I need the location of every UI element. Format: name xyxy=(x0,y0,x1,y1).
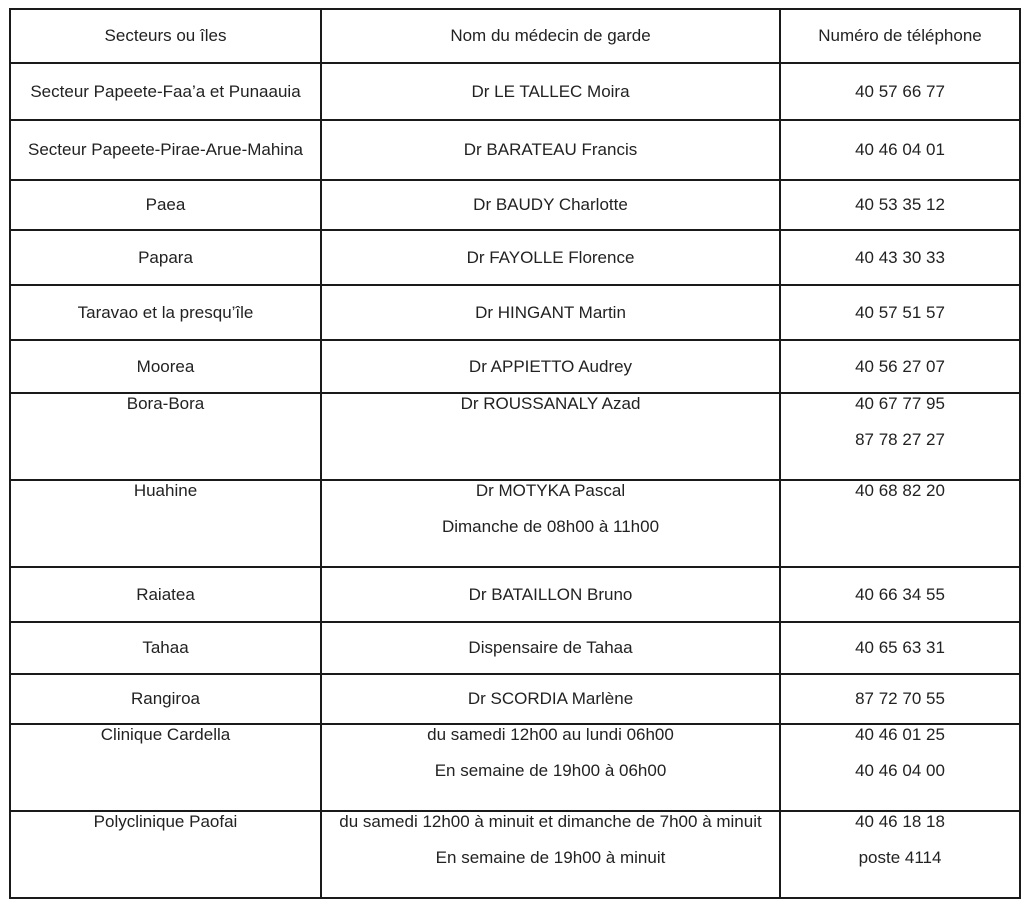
phone-cell-line: 87 72 70 55 xyxy=(855,689,945,708)
doctor-cell-line: En semaine de 19h00 à 06h00 xyxy=(434,761,667,780)
phone-cell xyxy=(780,811,1020,898)
phone-cell-line: 40 65 63 31 xyxy=(855,638,945,657)
doctor-cell-line: Dr LE TALLEC Moira xyxy=(471,82,630,101)
sector-cell xyxy=(10,285,321,340)
phone-cell xyxy=(780,340,1020,393)
sector-cell xyxy=(10,230,321,285)
phone-cell-line: 40 46 01 25 xyxy=(855,725,945,744)
phone-cell-line: 87 78 27 27 xyxy=(855,430,945,449)
phone-cell-line: 40 57 66 77 xyxy=(855,82,945,101)
phone-cell-line: 40 57 51 57 xyxy=(855,303,945,322)
sector-cell-line: Polyclinique Paofai xyxy=(93,812,238,831)
doctor-cell xyxy=(321,120,780,180)
phone-cell xyxy=(780,567,1020,622)
sector-cell xyxy=(10,480,321,567)
doctor-cell xyxy=(321,63,780,120)
sector-cell xyxy=(10,340,321,393)
phone-cell-line: 40 46 04 00 xyxy=(855,761,945,780)
table-row xyxy=(10,63,1020,120)
table-row xyxy=(10,567,1020,622)
doctor-cell-line: En semaine de 19h00 à minuit xyxy=(435,848,666,867)
table-row xyxy=(10,230,1020,285)
phone-cell xyxy=(780,63,1020,120)
sector-cell-line: Secteur Papeete-Pirae-Arue-Mahina xyxy=(28,140,303,159)
sector-cell xyxy=(10,567,321,622)
table-row xyxy=(10,724,1020,811)
sector-cell xyxy=(10,622,321,674)
phone-cell-line: 40 46 18 18 xyxy=(855,812,945,831)
phone-cell-line: 40 68 82 20 xyxy=(855,481,945,500)
phone-cell-line: 40 46 04 01 xyxy=(855,140,945,159)
doctor-cell-line: Dimanche de 08h00 à 11h00 xyxy=(441,517,660,536)
table-row xyxy=(10,393,1020,480)
sector-cell-line: Clinique Cardella xyxy=(100,725,231,744)
sector-cell xyxy=(10,63,321,120)
on-call-doctors-table xyxy=(9,8,1021,899)
sector-cell-line: Raiatea xyxy=(136,585,195,604)
phone-cell xyxy=(780,724,1020,811)
header-sector: Secteurs ou îles xyxy=(10,9,321,63)
doctor-cell xyxy=(321,622,780,674)
phone-cell-line: poste 4114 xyxy=(858,848,942,867)
table-row xyxy=(10,285,1020,340)
doctor-cell-line: du samedi 12h00 au lundi 06h00 xyxy=(427,725,674,744)
table-row xyxy=(10,480,1020,567)
phone-cell xyxy=(780,393,1020,480)
sector-cell-line: Papara xyxy=(138,248,193,267)
sector-cell-line: Paea xyxy=(145,195,186,214)
doctor-cell xyxy=(321,480,780,567)
phone-cell xyxy=(780,622,1020,674)
doctor-cell-line: Dr ROUSSANALY Azad xyxy=(460,394,641,413)
sector-cell-line: Bora-Bora xyxy=(126,394,205,413)
table-row xyxy=(10,622,1020,674)
phone-cell-line: 40 43 30 33 xyxy=(855,248,945,267)
table-row xyxy=(10,120,1020,180)
phone-cell-line: 40 66 34 55 xyxy=(855,585,945,604)
sector-cell xyxy=(10,724,321,811)
phone-cell-line: 40 53 35 12 xyxy=(855,195,945,214)
sector-cell-line: Moorea xyxy=(136,357,195,376)
sector-cell xyxy=(10,180,321,230)
doctor-cell-line: Dr BATAILLON Bruno xyxy=(468,585,633,604)
table-header-row xyxy=(10,9,1020,63)
doctor-cell-line: Dr FAYOLLE Florence xyxy=(466,248,635,267)
phone-cell xyxy=(780,120,1020,180)
doctor-cell xyxy=(321,285,780,340)
table-row xyxy=(10,811,1020,898)
doctor-cell xyxy=(321,674,780,724)
table-body xyxy=(10,63,1020,898)
sector-cell-line: Tahaa xyxy=(142,638,189,657)
sector-cell xyxy=(10,674,321,724)
doctor-cell xyxy=(321,811,780,898)
phone-cell-line: 40 67 77 95 xyxy=(855,394,945,413)
doctor-cell xyxy=(321,180,780,230)
doctor-cell-line: Dr MOTYKA Pascal xyxy=(475,481,626,500)
sector-cell xyxy=(10,393,321,480)
doctor-cell-line: Dr HINGANT Martin xyxy=(475,303,626,322)
doctor-cell xyxy=(321,230,780,285)
doctor-cell-line: Dr BAUDY Charlotte xyxy=(473,195,628,214)
sector-cell-line: Huahine xyxy=(133,481,198,500)
doctor-cell xyxy=(321,567,780,622)
phone-cell xyxy=(780,285,1020,340)
phone-cell xyxy=(780,230,1020,285)
sector-cell xyxy=(10,120,321,180)
doctor-cell-line: du samedi 12h00 à minuit et dimanche de 7h00 à minuit xyxy=(339,812,762,831)
header-doctor: Nom du médecin de garde xyxy=(321,9,780,63)
table-row xyxy=(10,340,1020,393)
phone-cell-line: 40 56 27 07 xyxy=(855,357,945,376)
phone-cell xyxy=(780,674,1020,724)
header-phone: Numéro de téléphone xyxy=(780,9,1020,63)
table-row xyxy=(10,674,1020,724)
phone-cell xyxy=(780,480,1020,567)
doctor-cell-line: Dispensaire de Tahaa xyxy=(468,638,633,657)
doctor-cell-line: Dr SCORDIA Marlène xyxy=(467,689,634,708)
doctor-cell xyxy=(321,724,780,811)
sector-cell xyxy=(10,811,321,898)
doctor-cell-line: Dr BARATEAU Francis xyxy=(463,140,638,159)
sector-cell-line: Taravao et la presqu’île xyxy=(77,303,254,322)
doctor-cell xyxy=(321,340,780,393)
sector-cell-line: Secteur Papeete-Faa’a et Punaauia xyxy=(30,82,301,101)
doctor-cell xyxy=(321,393,780,480)
sector-cell-line: Rangiroa xyxy=(131,689,200,708)
doctor-cell-line: Dr APPIETTO Audrey xyxy=(468,357,633,376)
table-row xyxy=(10,180,1020,230)
phone-cell xyxy=(780,180,1020,230)
